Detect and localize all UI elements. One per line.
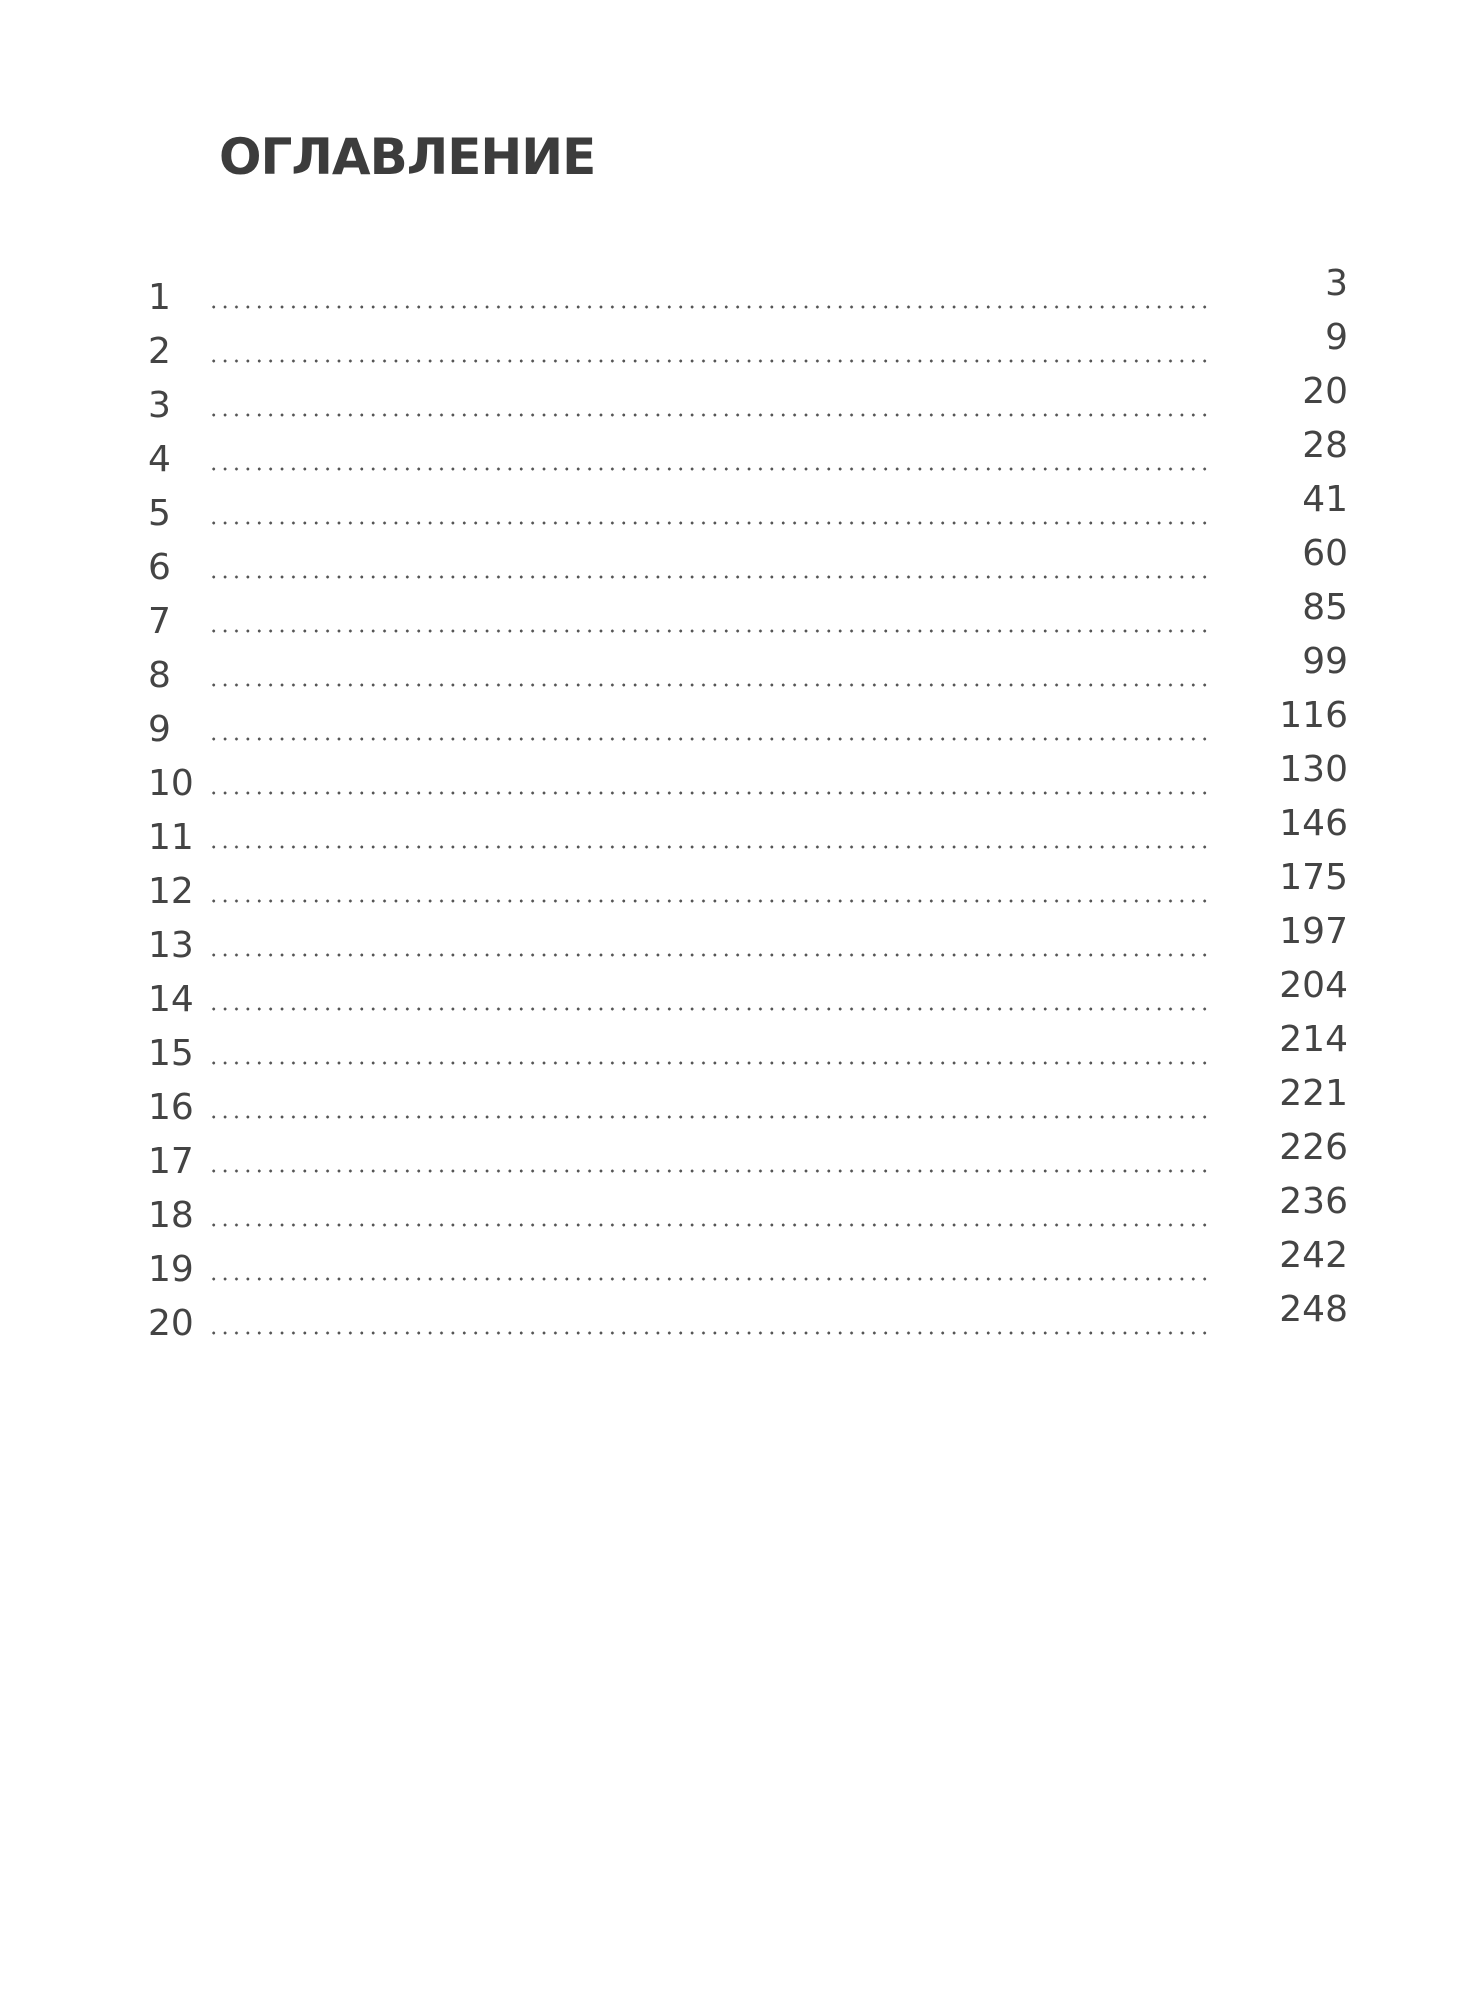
toc-entry-page: 146 — [1279, 803, 1348, 844]
toc-leader-dots — [208, 683, 1208, 687]
toc-entry-number: 5 — [148, 493, 171, 534]
toc-entry[interactable] — [148, 532, 1348, 586]
toc-entry-page: 204 — [1279, 965, 1348, 1006]
toc-entry-page: 20 — [1302, 371, 1348, 412]
toc-entry-number: 16 — [148, 1087, 194, 1128]
toc-entry[interactable] — [148, 262, 1348, 316]
toc-leader-dots — [208, 359, 1208, 363]
toc-entry-number: 13 — [148, 925, 194, 966]
toc-entry-page: 9 — [1325, 317, 1348, 358]
toc-entry-number: 2 — [148, 331, 171, 372]
toc-title: ОГЛАВЛЕНИЕ — [219, 128, 596, 186]
toc-leader-dots — [208, 1331, 1208, 1335]
toc-entry-number: 6 — [148, 547, 171, 588]
toc-entry[interactable] — [148, 1288, 1348, 1342]
toc-leader-dots — [208, 521, 1208, 525]
toc-entry[interactable] — [148, 316, 1348, 370]
toc-entry-number: 10 — [148, 763, 194, 804]
toc-leader-dots — [208, 575, 1208, 579]
toc-entry-number: 17 — [148, 1141, 194, 1182]
toc-entry-page: 214 — [1279, 1019, 1348, 1060]
toc-entry[interactable] — [148, 748, 1348, 802]
toc-entry-number: 18 — [148, 1195, 194, 1236]
toc-leader-dots — [208, 413, 1208, 417]
toc-entry-number: 1 — [148, 277, 171, 318]
toc-entry-page: 28 — [1302, 425, 1348, 466]
toc-entry[interactable] — [148, 802, 1348, 856]
toc-entry-page: 116 — [1279, 695, 1348, 736]
toc-leader-dots — [208, 953, 1208, 957]
toc-entry-number: 4 — [148, 439, 171, 480]
toc-leader-dots — [208, 305, 1208, 309]
toc-list — [148, 262, 1348, 1342]
toc-entry-page: 99 — [1302, 641, 1348, 682]
toc-entry-page: 175 — [1279, 857, 1348, 898]
toc-entry[interactable] — [148, 586, 1348, 640]
toc-entry[interactable] — [148, 1018, 1348, 1072]
toc-entry-page: 197 — [1279, 911, 1348, 952]
toc-leader-dots — [208, 791, 1208, 795]
toc-entry-page: 236 — [1279, 1181, 1348, 1222]
toc-entry[interactable] — [148, 964, 1348, 1018]
toc-entry[interactable] — [148, 1234, 1348, 1288]
toc-leader-dots — [208, 467, 1208, 471]
toc-entry-number: 12 — [148, 871, 194, 912]
toc-leader-dots — [208, 1223, 1208, 1227]
toc-entry-page: 226 — [1279, 1127, 1348, 1168]
toc-entry[interactable] — [148, 640, 1348, 694]
toc-leader-dots — [208, 845, 1208, 849]
toc-entry[interactable] — [148, 910, 1348, 964]
toc-leader-dots — [208, 629, 1208, 633]
toc-leader-dots — [208, 1061, 1208, 1065]
toc-entry-number: 7 — [148, 601, 171, 642]
toc-entry-page: 130 — [1279, 749, 1348, 790]
toc-entry[interactable] — [148, 424, 1348, 478]
toc-entry[interactable] — [148, 478, 1348, 532]
toc-entry-page: 85 — [1302, 587, 1348, 628]
toc-entry[interactable] — [148, 1180, 1348, 1234]
toc-entry-number: 15 — [148, 1033, 194, 1074]
toc-entry-number: 19 — [148, 1249, 194, 1290]
toc-entry[interactable] — [148, 1072, 1348, 1126]
toc-entry-number: 14 — [148, 979, 194, 1020]
toc-entry-number: 20 — [148, 1303, 194, 1344]
toc-entry-number: 9 — [148, 709, 171, 750]
toc-entry-number: 11 — [148, 817, 194, 858]
toc-entry[interactable] — [148, 370, 1348, 424]
toc-entry-page: 41 — [1302, 479, 1348, 520]
toc-entry[interactable] — [148, 1126, 1348, 1180]
toc-entry-page: 248 — [1279, 1289, 1348, 1330]
toc-entry[interactable] — [148, 694, 1348, 748]
toc-entry-page: 221 — [1279, 1073, 1348, 1114]
toc-leader-dots — [208, 899, 1208, 903]
toc-entry-page: 60 — [1302, 533, 1348, 574]
toc-leader-dots — [208, 737, 1208, 741]
toc-leader-dots — [208, 1007, 1208, 1011]
toc-leader-dots — [208, 1115, 1208, 1119]
toc-leader-dots — [208, 1277, 1208, 1281]
toc-entry[interactable] — [148, 856, 1348, 910]
toc-entry-page: 3 — [1325, 263, 1348, 304]
toc-entry-number: 3 — [148, 385, 171, 426]
toc-entry-number: 8 — [148, 655, 171, 696]
toc-leader-dots — [208, 1169, 1208, 1173]
toc-entry-page: 242 — [1279, 1235, 1348, 1276]
